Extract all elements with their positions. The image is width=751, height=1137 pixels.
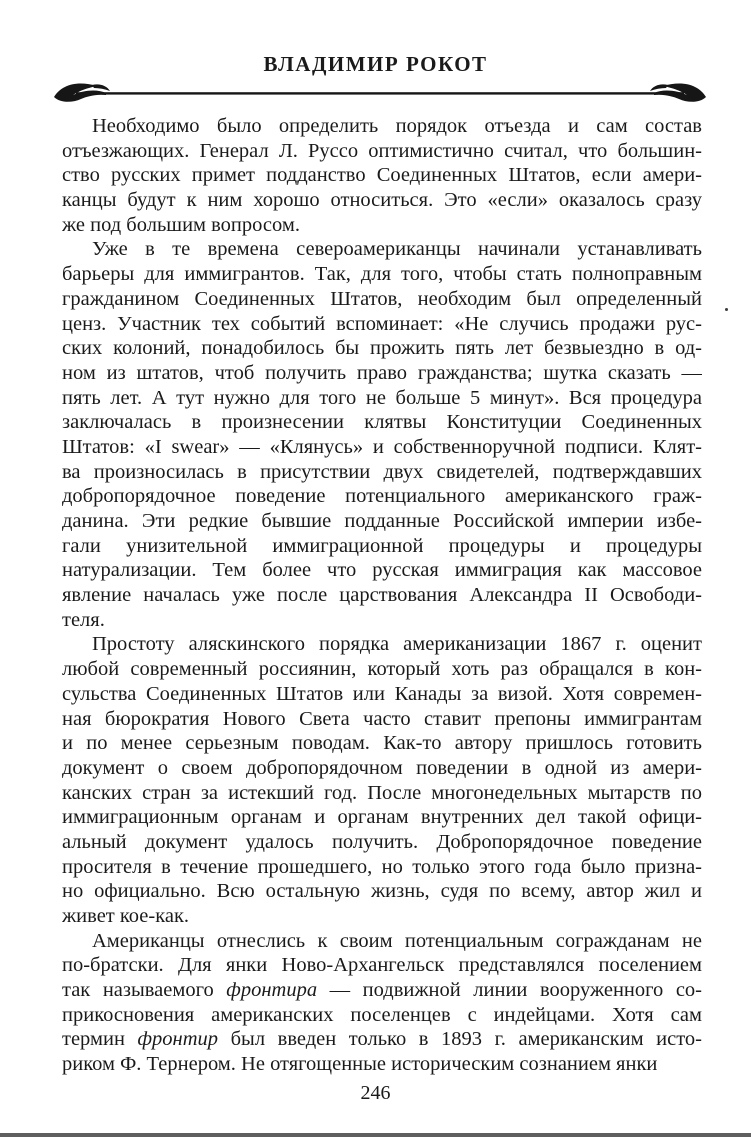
- text-line: ских колоний, понадобилось бы прожить пять лет безвыездно в од-: [62, 337, 702, 360]
- text-line: ценз. Участник тех событий вспоминает: «Не случись продажи рус-: [62, 312, 702, 335]
- text-line: Необходимо было определить порядок отъезда и сам состав: [92, 115, 702, 137]
- text-line: иммиграционным органам и органам внутренних дел такой офици-: [62, 806, 702, 829]
- text-line: Штатов: «I swear» — «Клянусь» и собственноручной подписи. Клят-: [62, 435, 702, 458]
- text-line: альный документ удалось получить. Добропорядочное поведение: [62, 830, 702, 853]
- text-line: так называемого фронтира — подвижной линии вооруженного со-: [62, 979, 702, 1002]
- scan-edge-line: [0, 1133, 751, 1137]
- text-line: гражданином Соединенных Штатов, необходим был определенный: [62, 287, 702, 310]
- text-line: канцы будут к ним хорошо относиться. Это «если» оказалось сразу: [62, 189, 702, 212]
- running-head-author: ВЛАДИМИР РОКОТ: [263, 52, 488, 76]
- text-line: Американцы отнеслись к своим потенциальным согражданам не: [92, 929, 702, 952]
- text-line: термин фронтир был введен только в 1893 г. американским исто-: [62, 1028, 702, 1051]
- flourish-left: [54, 83, 110, 101]
- text-line: Простоту аляскинского порядка американизации 1867 г. оценит: [92, 633, 702, 656]
- text-line: и по менее серьезным поводам. Как-то автору пришлось готовить: [62, 732, 702, 755]
- text-line: ва произносилась в присутствии двух свидетелей, подтверждавших: [62, 460, 702, 483]
- text-line: ство русских примет подданство Соединенных Штатов, если амери-: [62, 164, 702, 187]
- text-line: сульства Соединенных Штатов или Канады за визой. Хотя современ-: [62, 682, 702, 705]
- body-text: [62, 114, 702, 1077]
- text-line: явление началась уже после царствования Александра II Освободи-: [62, 584, 702, 607]
- text-line: любой современный россиянин, который хоть раз обращался в кон-: [62, 658, 702, 681]
- text-line: данина. Эти редкие бывшие подданные Российской империи избе-: [62, 510, 702, 532]
- text-line: ном из штатов, чтоб получить право гражданства; шутка сказать —: [62, 361, 702, 384]
- page-number: 246: [360, 1082, 391, 1104]
- text-line: Уже в те времена североамериканцы начинали устанавливать: [92, 238, 702, 261]
- text-line: гали унизительной иммиграционной процедуры и процедуры: [62, 534, 702, 557]
- text-line: натурализации. Тем более что русская иммиграция как массовое: [62, 559, 702, 582]
- text-line: пять лет. А тут нужно для того не больше 5 минут». Вся процедура: [62, 386, 702, 409]
- rule-line: [76, 92, 684, 94]
- text-line: просителя в течение прошедшего, но только этого года было призна-: [62, 855, 702, 878]
- text-line: живет кое-как.: [62, 905, 190, 927]
- text-line: но официально. Всю остальную жизнь, судя по всему, автор жил и: [62, 880, 702, 903]
- text-line: канских стран за истекший год. После многонедельных мытарств по: [62, 781, 702, 804]
- text-line: по-братски. Для янки Ново-Архангельск представлялся поселением: [62, 954, 702, 977]
- text-line: прикосновения американских поселенцев с индейцами. Хотя сам: [62, 1003, 702, 1026]
- text-line: документ о своем добропорядочном поведении в одной из амери-: [62, 756, 702, 779]
- ornamental-rule: [52, 79, 708, 109]
- text-line: теля.: [62, 608, 105, 631]
- flourish-right: [650, 83, 706, 101]
- text-line: же под большим вопросом.: [62, 213, 300, 236]
- text-line: ная бюрократия Нового Света часто ставит препоны иммигрантам: [62, 707, 702, 730]
- text-line: отъезжающих. Генерал Л. Руссо оптимистично считал, что большин-: [62, 139, 702, 162]
- text-line: риком Ф. Тернером. Не отягощенные историческим сознанием янки: [62, 1053, 658, 1076]
- text-line: заключалась в произнесении клятвы Конституции Соединенных: [62, 411, 702, 434]
- scan-artifact-dot: [725, 308, 728, 311]
- text-line: барьеры для иммигрантов. Так, для того, чтобы стать полноправным: [62, 263, 702, 286]
- text-line: добропорядочное поведение потенциального американского граж-: [62, 485, 702, 508]
